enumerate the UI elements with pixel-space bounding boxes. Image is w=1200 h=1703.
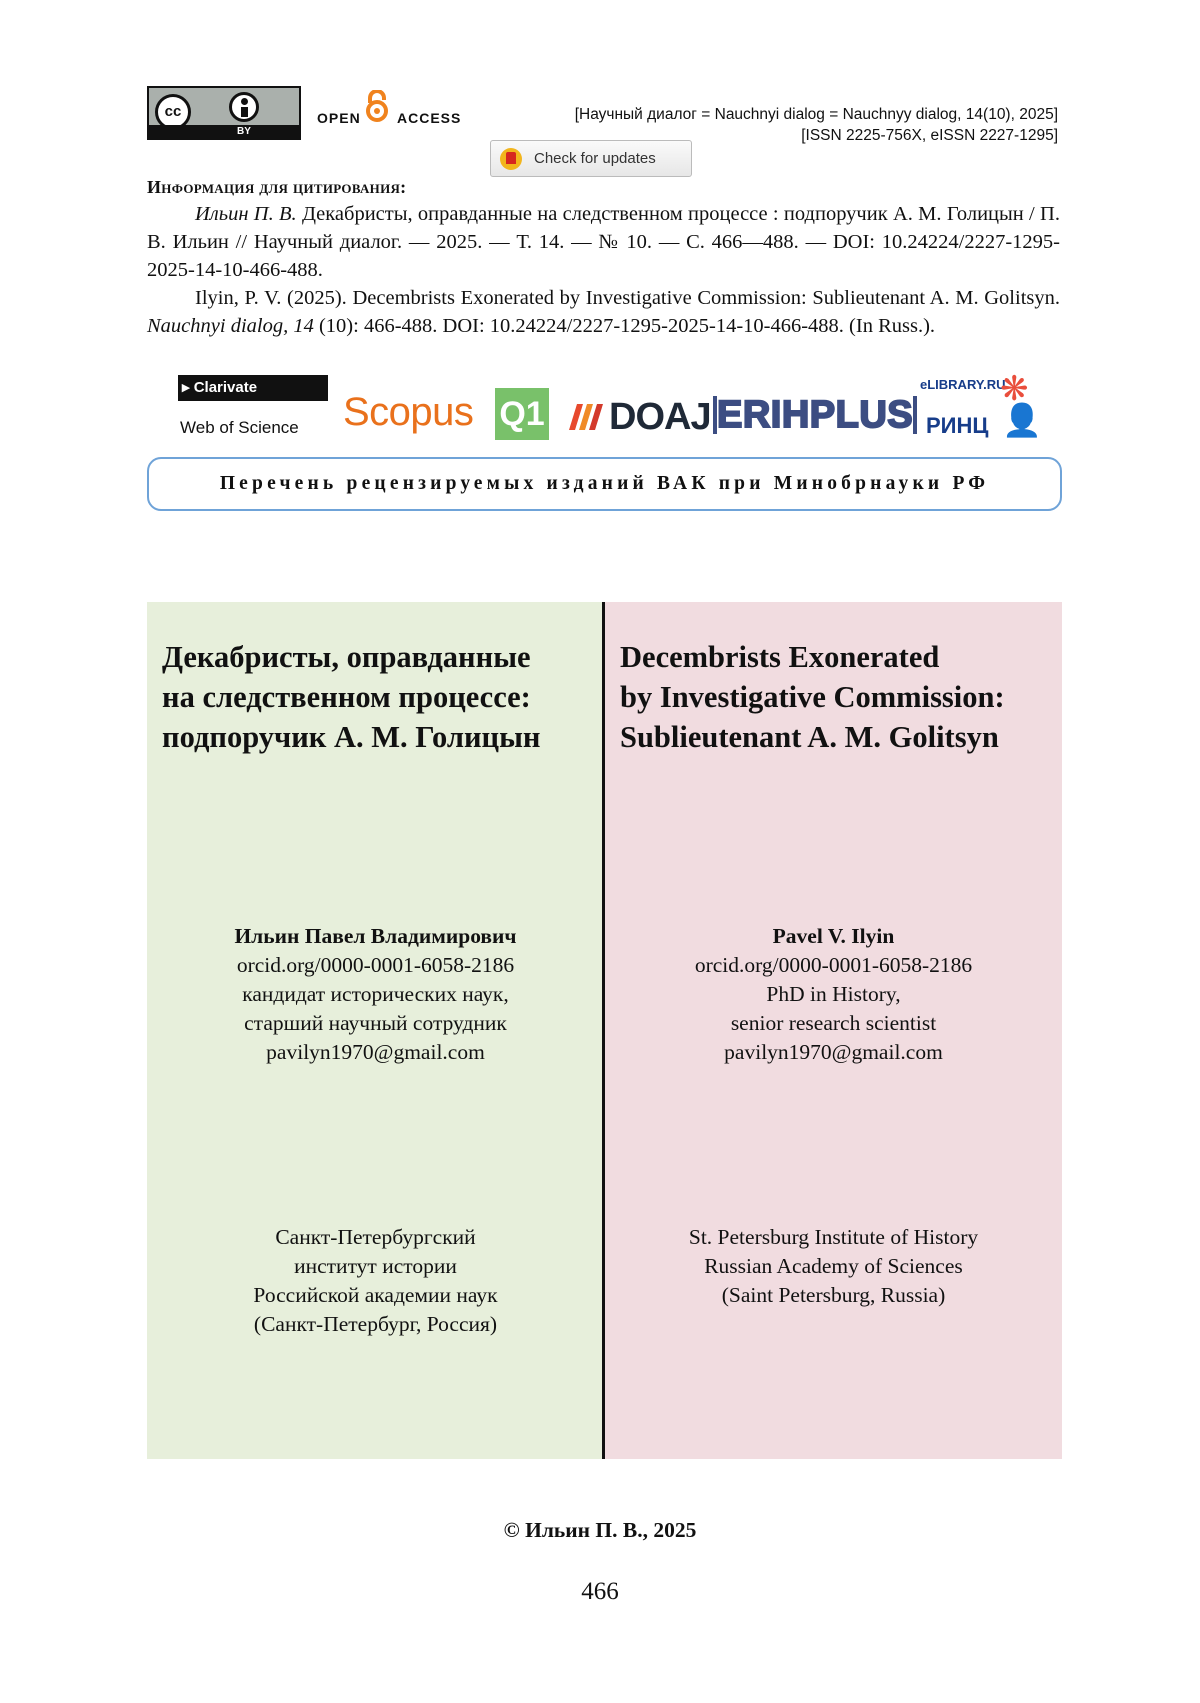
- author-orcid-en[interactable]: orcid.org/0000-0001-6058-2186: [694, 953, 973, 977]
- author-block-ru: [147, 922, 604, 1067]
- author-degree-en: PhD in History,: [766, 982, 901, 1006]
- author-block-en: [605, 922, 1062, 1067]
- citation-ru-author: Ильин П. В.: [195, 203, 297, 225]
- author-position-en: senior research scientist: [730, 1011, 937, 1035]
- affiliation-en-line: St. Petersburg Institute of History: [688, 1225, 979, 1249]
- elibrary-figure-icon: 👤: [1002, 401, 1042, 439]
- elibrary-star-icon: ❋: [1000, 369, 1029, 409]
- affiliation-en: [605, 1223, 1062, 1310]
- erihplus-text: ERIHPLUS: [717, 394, 914, 436]
- citation-ru-text: Декабристы, оправданные на следственном процессе : подпоручик А. М. Голицын / П. В. Ильин // Научный диалог. — 2025. — Т. 14. — № 10. — С. 466—488. — DOI: 10.24224/2227-1295-2025-14-10-466-488.: [147, 203, 1060, 281]
- copyright-notice: © Ильин П. В., 2025: [503, 1518, 697, 1542]
- title-en-line: Decembrists Exonerated: [620, 640, 940, 674]
- article-title-ru: [162, 637, 602, 757]
- open-lock-icon: [364, 90, 390, 122]
- affiliation-en-line: Russian Academy of Sciences: [704, 1254, 963, 1278]
- title-ru-line: подпоручик А. М. Голицын: [162, 720, 541, 754]
- author-email-ru[interactable]: pavilyn1970@gmail.com: [266, 1040, 485, 1064]
- author-name-en: Pavel V. Ilyin: [772, 924, 895, 948]
- q1-badge: Q1: [495, 388, 549, 440]
- open-access-open-text: OPEN: [317, 110, 361, 126]
- erihplus-logo[interactable]: [713, 396, 917, 434]
- web-of-science-logo[interactable]: Web of Science: [180, 418, 299, 437]
- article-title-en: [620, 637, 1060, 757]
- citation-en-journal: Nauchnyi dialog, 14: [147, 315, 314, 337]
- clarivate-icon: ▸: [182, 379, 190, 396]
- issn-line: [ISSN 2225-756X, eISSN 2227-1295]: [801, 127, 1058, 144]
- citation-en-before: Ilyin, P. V. (2025). Decembrists Exonerated by Investigative Commission: Sublieutenant A. M. Golitsyn.: [195, 287, 1060, 309]
- open-access-logo: [317, 88, 462, 138]
- author-position-ru: старший научный сотрудник: [244, 1011, 507, 1035]
- rinc-logo[interactable]: РИНЦ: [926, 413, 989, 438]
- journal-line: [Научный диалог = Nauchnyi dialog = Nauchnyy dialog, 14(10), 2025]: [574, 106, 1058, 123]
- citation-ru: [147, 200, 1060, 284]
- affiliation-ru-line: (Санкт-Петербург, Россия): [253, 1312, 498, 1336]
- affiliation-ru-line: Санкт-Петербургский: [275, 1225, 476, 1249]
- page-number: 466: [581, 1578, 619, 1605]
- cc-icon: cc: [155, 94, 191, 130]
- crossmark-icon: [500, 148, 522, 170]
- check-for-updates-button[interactable]: [490, 140, 692, 177]
- author-orcid-ru[interactable]: orcid.org/0000-0001-6058-2186: [236, 953, 515, 977]
- affiliation-en-line: (Saint Petersburg, Russia): [721, 1283, 946, 1307]
- attribution-icon: [229, 92, 259, 122]
- scopus-logo[interactable]: Scopus: [343, 390, 474, 434]
- author-email-en[interactable]: pavilyn1970@gmail.com: [724, 1040, 943, 1064]
- affiliation-ru: [147, 1223, 604, 1339]
- citation-en: [147, 284, 1060, 340]
- title-ru-line: на следственном процессе:: [162, 680, 531, 714]
- affiliation-ru-line: Российской академии наук: [253, 1283, 498, 1307]
- title-en-line: Sublieutenant A. M. Golitsyn: [620, 720, 999, 754]
- cc-by-license-badge[interactable]: [147, 86, 301, 140]
- vak-list-banner: Перечень рецензируемых изданий ВАК при Минобрнауки РФ: [147, 457, 1062, 511]
- elibrary-logo[interactable]: eLIBRARY.RU: [920, 377, 1006, 392]
- affiliation-ru-line: институт истории: [294, 1254, 457, 1278]
- check-for-updates-label: Check for updates: [534, 150, 656, 167]
- clarivate-text: Clarivate: [193, 379, 258, 396]
- citation-heading: Информация для цитирования:: [147, 177, 407, 197]
- by-label: BY: [149, 125, 299, 138]
- doaj-logo[interactable]: DOAJ: [609, 396, 711, 438]
- title-en-line: by Investigative Commission:: [620, 680, 1005, 714]
- author-degree-ru: кандидат исторических наук,: [242, 982, 509, 1006]
- clarivate-logo[interactable]: [178, 375, 328, 401]
- doaj-icon: [565, 400, 607, 434]
- author-name-ru: Ильин Павел Владимирович: [234, 924, 517, 948]
- citation-en-after: (10): 466-488. DOI: 10.24224/2227-1295-2025-14-10-466-488. (In Russ.).: [313, 315, 936, 337]
- title-ru-line: Декабристы, оправданные: [162, 640, 531, 674]
- open-access-access-text: ACCESS: [397, 110, 462, 126]
